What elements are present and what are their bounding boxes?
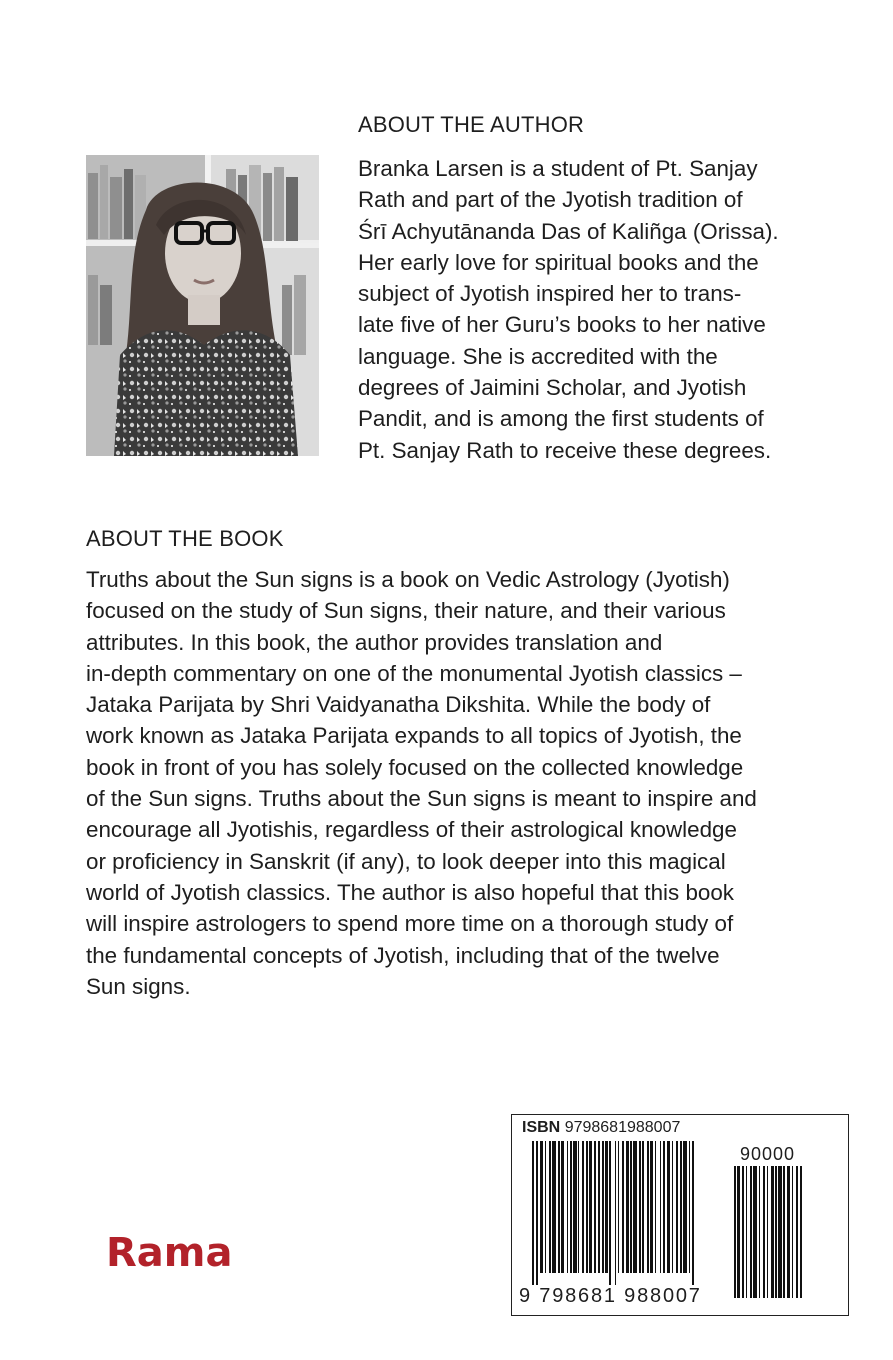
author-bio-line: degrees of Jaimini Scholar, and Jyotish [358,375,747,401]
book-description-line: Jataka Parijata by Shri Vaidyanatha Dikshita. While the body of [86,692,711,718]
book-section-heading: ABOUT THE BOOK [86,526,284,551]
barcode-bar [771,1166,774,1298]
barcode-bar [561,1141,564,1273]
barcode-bar [573,1141,577,1273]
barcode-bar [622,1141,624,1273]
book-description-line: Truths about the Sun signs is a book on Vedic Astrology (Jyotish) [86,567,730,592]
isbn-number: 9798681988007 [564,1119,681,1136]
book-description-line: or proficiency in Sanskrit (if any), to look deeper into this magical [86,848,726,874]
barcode-bar [676,1141,678,1273]
book-description-line: the fundamental concepts of Jyotish, including that of the twelve [86,942,720,968]
barcode-bar [589,1141,592,1273]
barcode-bar [582,1141,584,1273]
barcode-bar [742,1166,744,1298]
author-bio-line: language. She is accredited with the [358,343,718,369]
author-photo [86,155,319,456]
barcode-bar [650,1141,653,1273]
barcode-bar [787,1166,790,1298]
author-bio-line: subject of Jyotish inspired her to trans- [358,281,742,307]
barcode-main-bars [532,1141,727,1287]
barcode-bar [558,1141,560,1273]
barcode-bar [549,1141,551,1273]
barcode-bar [734,1166,736,1298]
author-bio-line: Branka Larsen is a student of Pt. Sanjay [358,156,758,181]
book-description-line: in-depth commentary on one of the monumental Jyotish classics – [86,660,742,686]
publisher-logo [106,1222,251,1279]
barcode-bar [663,1141,665,1273]
barcode-bar [605,1141,608,1273]
barcode-bar [594,1141,596,1273]
barcode-bar [618,1141,619,1273]
barcode-bar [602,1141,604,1273]
barcode-bar [689,1141,690,1273]
book-description-line: focused on the study of Sun signs, their nature, and their various [86,598,726,624]
barcode-bar [536,1141,538,1285]
barcode-bar [746,1166,747,1298]
barcode-bar [796,1166,798,1298]
barcode-bar [792,1166,793,1298]
author-bio [358,153,818,466]
barcode-bar [737,1166,740,1298]
book-description-line: attributes. In this book, the author provides translation and [86,629,663,655]
barcode-bar [800,1166,802,1298]
barcode-addon-digits: 90000 [740,1144,796,1164]
book-description-line: encourage all Jyotishis, regardless of their astrological knowledge [86,817,737,843]
barcode-bar [680,1141,682,1273]
barcode-bar [642,1141,644,1273]
barcode-bar [672,1141,673,1273]
barcode-addon-bars [734,1166,838,1298]
barcode-bar [615,1141,616,1285]
barcode-bar [633,1141,637,1273]
barcode-bar [660,1141,661,1273]
author-bio-line: Rath and part of the Jyotish tradition of [358,187,743,213]
barcode-bar [783,1166,785,1298]
barcode-bar [630,1141,632,1273]
barcode-bar [532,1141,534,1285]
barcode-bar [578,1141,579,1273]
barcode-bar [540,1141,543,1273]
book-description-line: work known as Jataka Parijata expands to all topics of Jyotish, the [86,723,742,749]
barcode-bar [692,1141,694,1285]
book-description-line: will inspire astrologers to spend more time on a thorough study of [86,911,734,937]
barcode-bar [753,1166,757,1298]
barcode-bar [683,1141,687,1273]
barcode-bar [626,1141,629,1273]
author-bio-line: late five of her Guru’s books to her native [358,312,766,338]
isbn-barcode [511,1114,849,1316]
barcode-bar [552,1141,556,1273]
author-bio-line: Śrī Achyutānanda Das of Kaliñga (Orissa). [358,218,779,244]
barcode-bar [778,1166,782,1298]
book-description-line: world of Jyotish classics. The author is also hopeful that this book [86,879,735,905]
isbn-label [522,1119,680,1137]
author-bio-line: Pandit, and is among the first students of [358,406,764,432]
barcode-bar [545,1141,546,1273]
book-description-line: Sun signs. [86,973,191,999]
barcode-bar [639,1141,641,1273]
barcode-bar [667,1141,670,1273]
author-bio-line: Her early love for spiritual books and the [358,249,759,275]
barcode-bar [763,1166,765,1298]
book-description-line: of the Sun signs. Truths about the Sun signs is meant to inspire and [86,786,757,812]
barcode-bar [647,1141,649,1273]
barcode-bar [567,1141,568,1273]
book-description [86,564,826,1002]
book-description-line: book in front of you has solely focused on the collected knowledge [86,754,744,780]
author-bio-line: Pt. Sanjay Rath to receive these degrees. [358,437,772,463]
barcode-bar [750,1166,752,1298]
publisher-logo-wordmark: Rama [106,1230,233,1274]
author-section-heading: ABOUT THE AUTHOR [358,112,585,137]
barcode-bar [570,1141,572,1273]
barcode-bar [586,1141,588,1273]
barcode-bar [655,1141,656,1273]
barcode-bar [767,1166,768,1298]
barcode-bar [775,1166,777,1298]
barcode-bar [609,1141,611,1285]
barcode-digits: 9 798681 988007 [519,1285,702,1307]
isbn-prefix: ISBN [522,1119,561,1136]
barcode-bar [759,1166,760,1298]
barcode-bar [598,1141,600,1273]
